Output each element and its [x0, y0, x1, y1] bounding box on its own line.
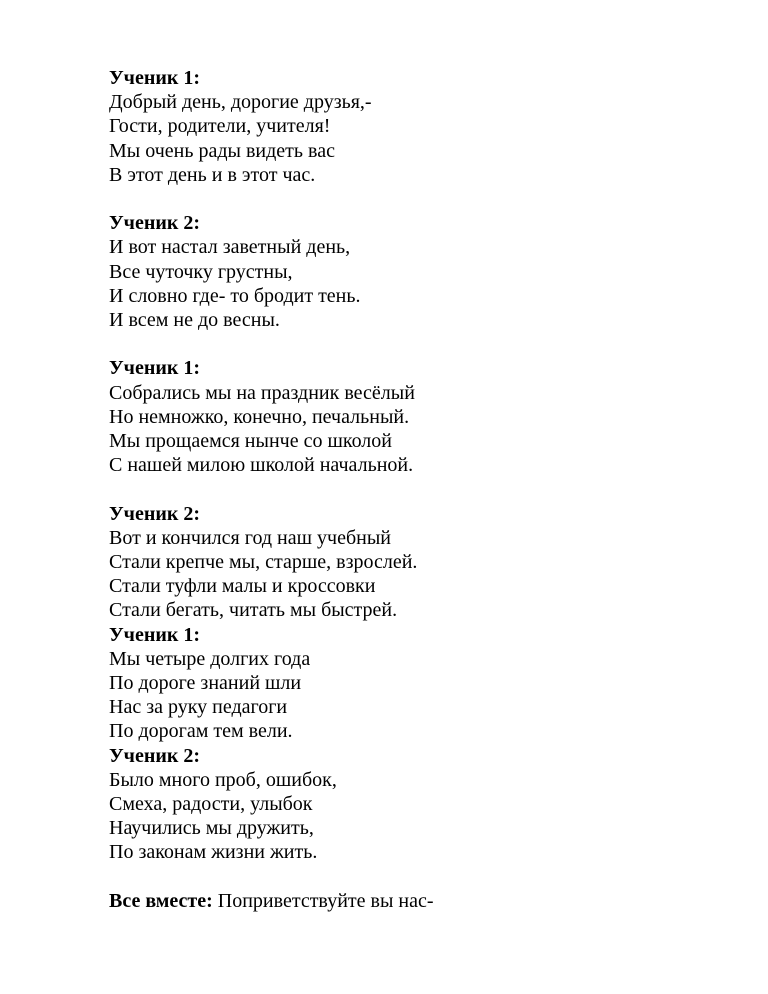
verse-line: С нашей милою школой начальной. — [109, 454, 414, 477]
verse-line: И вот настал заветный день, — [109, 236, 351, 259]
dialogue-block-5 — [109, 623, 729, 744]
verse-line: Мы очень рады видеть вас — [109, 139, 335, 162]
dialogue-block-6 — [109, 744, 729, 865]
verse-line: Мы четыре долгих года — [109, 647, 311, 670]
speaker-label: Ученик 1: — [109, 357, 201, 380]
dialogue-block-1 — [109, 66, 729, 187]
verse-line: И всем не до весны. — [109, 309, 280, 332]
dialogue-block-2 — [109, 211, 729, 332]
verse-line: По дороге знаний шли — [109, 672, 302, 695]
verse-line: В этот день и в этот час. — [109, 163, 316, 186]
verse-line: Гости, родители, учителя! — [109, 115, 331, 138]
final-line-text — [109, 889, 729, 913]
speaker-label: Ученик 2: — [109, 212, 201, 235]
verse-line: Стали туфли малы и кроссовки — [109, 575, 376, 598]
verse-line: И словно где- то бродит тень. — [109, 284, 361, 307]
speaker-label: Ученик 1: — [109, 67, 201, 89]
verse-line: Было много проб, ошибок, — [109, 768, 337, 791]
verse-line: Научились мы дружить, — [109, 817, 314, 840]
verse-line: Нас за руку педагоги — [109, 696, 288, 719]
speaker-label: Ученик 1: — [109, 623, 201, 646]
final-line — [109, 889, 729, 913]
verse-line: Стали крепче мы, старше, взрослей. — [109, 551, 418, 574]
verse-line: По законам жизни жить. — [109, 841, 318, 864]
verse-line: Мы прощаемся нынче со школой — [109, 430, 392, 453]
speaker-label: Ученик 2: — [109, 744, 201, 767]
verse-line: Но немножко, конечно, печальный. — [109, 405, 410, 428]
verse-line: Все чуточку грустны, — [109, 260, 293, 283]
speaker-label: Ученик 2: — [109, 502, 201, 525]
verse-line: Добрый день, дорогие друзья,- — [109, 91, 372, 114]
verse-line: Стали бегать, читать мы быстрей. — [109, 599, 398, 622]
verse-line: По дорогам тем вели. — [109, 720, 293, 743]
dialogue-block-3 — [109, 356, 729, 477]
dialogue-block-4 — [109, 502, 729, 623]
verse-line: Вот и кончился год наш учебный — [109, 526, 391, 549]
verse-line: Смеха, радости, улыбок — [109, 793, 313, 816]
document-page — [109, 66, 729, 913]
final-text: Поприветствуйте вы нас- — [212, 889, 434, 912]
verse-line: Собрались мы на праздник весёлый — [109, 381, 415, 404]
final-speaker-label: Все вместе: — [109, 889, 213, 912]
